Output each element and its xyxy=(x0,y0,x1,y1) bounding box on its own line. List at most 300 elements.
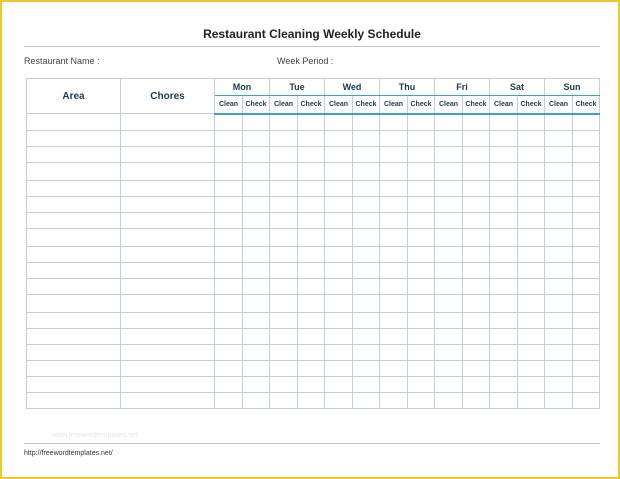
check-cell[interactable] xyxy=(243,114,270,131)
check-cell[interactable] xyxy=(243,344,270,360)
area-cell[interactable] xyxy=(27,228,121,246)
check-cell[interactable] xyxy=(463,180,490,196)
check-cell[interactable] xyxy=(435,328,463,344)
area-cell[interactable] xyxy=(27,130,121,146)
check-cell[interactable] xyxy=(435,180,463,196)
check-cell[interactable] xyxy=(490,228,518,246)
check-cell[interactable] xyxy=(270,278,298,294)
check-cell[interactable] xyxy=(298,278,325,294)
check-cell[interactable] xyxy=(325,114,353,131)
check-cell[interactable] xyxy=(270,114,298,131)
check-cell[interactable] xyxy=(243,146,270,162)
area-cell[interactable] xyxy=(27,180,121,196)
check-cell[interactable] xyxy=(243,278,270,294)
check-cell[interactable] xyxy=(298,360,325,376)
day-header-fri: Fri xyxy=(435,79,490,96)
check-cell[interactable] xyxy=(270,328,298,344)
check-cell[interactable] xyxy=(380,146,408,162)
check-cell[interactable] xyxy=(573,180,600,196)
check-cell[interactable] xyxy=(243,130,270,146)
check-cell[interactable] xyxy=(380,212,408,228)
check-cell[interactable] xyxy=(490,212,518,228)
check-cell[interactable] xyxy=(463,278,490,294)
check-cell[interactable] xyxy=(573,212,600,228)
check-cell[interactable] xyxy=(490,278,518,294)
check-cell[interactable] xyxy=(325,228,353,246)
check-cell[interactable] xyxy=(298,196,325,212)
chores-cell[interactable] xyxy=(121,344,215,360)
check-cell[interactable] xyxy=(518,212,545,228)
area-cell[interactable] xyxy=(27,114,121,131)
check-cell[interactable] xyxy=(518,262,545,278)
footer-url: http://freewordtemplates.net/ xyxy=(24,450,113,457)
check-cell[interactable] xyxy=(573,130,600,146)
check-cell[interactable] xyxy=(298,344,325,360)
check-cell[interactable] xyxy=(353,228,380,246)
check-cell[interactable] xyxy=(518,328,545,344)
check-cell[interactable] xyxy=(463,294,490,312)
check-cell[interactable] xyxy=(353,146,380,162)
check-cell[interactable] xyxy=(298,376,325,392)
area-cell[interactable] xyxy=(27,328,121,344)
chores-cell[interactable] xyxy=(121,312,215,328)
check-cell[interactable] xyxy=(270,196,298,212)
check-cell[interactable] xyxy=(380,162,408,180)
check-cell[interactable] xyxy=(353,392,380,408)
check-cell[interactable] xyxy=(545,196,573,212)
check-cell[interactable] xyxy=(325,262,353,278)
check-cell[interactable] xyxy=(545,246,573,262)
check-cell[interactable] xyxy=(380,246,408,262)
area-cell[interactable] xyxy=(27,278,121,294)
chores-cell[interactable] xyxy=(121,114,215,131)
check-cell[interactable] xyxy=(353,130,380,146)
check-cell[interactable] xyxy=(518,196,545,212)
check-cell[interactable] xyxy=(353,344,380,360)
check-cell[interactable] xyxy=(435,146,463,162)
table-row xyxy=(27,196,600,212)
check-cell[interactable] xyxy=(243,212,270,228)
check-cell[interactable] xyxy=(518,344,545,360)
day-header-thu: Thu xyxy=(380,79,435,96)
check-cell[interactable] xyxy=(270,228,298,246)
check-cell[interactable] xyxy=(353,262,380,278)
check-cell[interactable] xyxy=(408,328,435,344)
check-cell[interactable] xyxy=(545,360,573,376)
check-cell[interactable] xyxy=(298,228,325,246)
chores-cell[interactable] xyxy=(121,294,215,312)
check-cell[interactable] xyxy=(408,130,435,146)
check-cell[interactable] xyxy=(490,392,518,408)
chores-cell[interactable] xyxy=(121,180,215,196)
check-cell[interactable] xyxy=(270,146,298,162)
check-cell[interactable] xyxy=(490,360,518,376)
check-cell[interactable] xyxy=(573,294,600,312)
check-cell[interactable] xyxy=(380,228,408,246)
check-cell[interactable] xyxy=(435,162,463,180)
check-cell[interactable] xyxy=(380,130,408,146)
check-cell[interactable] xyxy=(408,246,435,262)
check-cell[interactable] xyxy=(518,180,545,196)
check-cell[interactable] xyxy=(545,344,573,360)
chores-cell[interactable] xyxy=(121,146,215,162)
check-cell[interactable] xyxy=(380,344,408,360)
area-cell[interactable] xyxy=(27,262,121,278)
check-cell[interactable] xyxy=(545,228,573,246)
check-cell[interactable] xyxy=(380,180,408,196)
area-cell[interactable] xyxy=(27,294,121,312)
check-cell[interactable] xyxy=(243,162,270,180)
chores-cell[interactable] xyxy=(121,196,215,212)
check-cell[interactable] xyxy=(325,312,353,328)
check-cell[interactable] xyxy=(545,376,573,392)
check-cell[interactable] xyxy=(573,114,600,131)
check-cell[interactable] xyxy=(518,228,545,246)
check-cell[interactable] xyxy=(353,162,380,180)
area-cell[interactable] xyxy=(27,212,121,228)
check-cell[interactable] xyxy=(298,312,325,328)
check-cell[interactable] xyxy=(215,262,243,278)
check-cell[interactable] xyxy=(573,344,600,360)
chores-cell[interactable] xyxy=(121,278,215,294)
chores-cell[interactable] xyxy=(121,392,215,408)
check-cell[interactable] xyxy=(435,212,463,228)
check-cell[interactable] xyxy=(270,360,298,376)
check-cell[interactable] xyxy=(325,360,353,376)
check-cell[interactable] xyxy=(243,196,270,212)
check-cell[interactable] xyxy=(270,246,298,262)
check-cell[interactable] xyxy=(573,246,600,262)
check-cell[interactable] xyxy=(408,146,435,162)
check-cell[interactable] xyxy=(270,130,298,146)
check-cell[interactable] xyxy=(463,162,490,180)
check-cell[interactable] xyxy=(215,360,243,376)
check-cell[interactable] xyxy=(325,294,353,312)
chores-cell[interactable] xyxy=(121,376,215,392)
check-cell[interactable] xyxy=(408,376,435,392)
check-cell[interactable] xyxy=(215,162,243,180)
check-cell[interactable] xyxy=(325,130,353,146)
check-cell[interactable] xyxy=(408,196,435,212)
check-cell[interactable] xyxy=(298,114,325,131)
check-cell[interactable] xyxy=(298,130,325,146)
check-cell[interactable] xyxy=(380,278,408,294)
check-cell[interactable] xyxy=(545,262,573,278)
check-cell[interactable] xyxy=(298,262,325,278)
check-cell[interactable] xyxy=(463,344,490,360)
check-cell[interactable] xyxy=(435,312,463,328)
check-cell[interactable] xyxy=(353,360,380,376)
check-cell[interactable] xyxy=(518,246,545,262)
check-cell[interactable] xyxy=(463,196,490,212)
check-cell[interactable] xyxy=(325,246,353,262)
check-cell[interactable] xyxy=(270,344,298,360)
check-cell[interactable] xyxy=(518,312,545,328)
check-cell[interactable] xyxy=(325,376,353,392)
check-cell[interactable] xyxy=(270,312,298,328)
check-cell[interactable] xyxy=(463,312,490,328)
check-cell[interactable] xyxy=(435,196,463,212)
check-cell[interactable] xyxy=(380,360,408,376)
check-cell[interactable] xyxy=(243,360,270,376)
check-cell[interactable] xyxy=(518,278,545,294)
check-cell[interactable] xyxy=(573,278,600,294)
check-cell[interactable] xyxy=(325,180,353,196)
check-cell[interactable] xyxy=(215,278,243,294)
check-cell[interactable] xyxy=(215,392,243,408)
check-cell[interactable] xyxy=(490,376,518,392)
table-row xyxy=(27,130,600,146)
check-cell[interactable] xyxy=(518,376,545,392)
check-cell[interactable] xyxy=(490,262,518,278)
check-cell[interactable] xyxy=(298,246,325,262)
clean-subheader: Clean xyxy=(380,96,408,114)
check-cell[interactable] xyxy=(435,278,463,294)
check-cell[interactable] xyxy=(545,294,573,312)
clean-subheader: Clean xyxy=(270,96,298,114)
chores-cell[interactable] xyxy=(121,246,215,262)
check-cell[interactable] xyxy=(435,392,463,408)
check-cell[interactable] xyxy=(408,278,435,294)
check-cell[interactable] xyxy=(215,344,243,360)
check-cell[interactable] xyxy=(573,360,600,376)
check-cell[interactable] xyxy=(463,376,490,392)
check-cell[interactable] xyxy=(215,130,243,146)
check-cell[interactable] xyxy=(298,162,325,180)
check-cell[interactable] xyxy=(545,114,573,131)
check-cell[interactable] xyxy=(298,294,325,312)
check-cell[interactable] xyxy=(270,376,298,392)
check-cell[interactable] xyxy=(518,392,545,408)
check-cell[interactable] xyxy=(353,180,380,196)
check-cell[interactable] xyxy=(408,162,435,180)
check-cell[interactable] xyxy=(545,392,573,408)
check-cell[interactable] xyxy=(490,246,518,262)
area-cell[interactable] xyxy=(27,246,121,262)
check-cell[interactable] xyxy=(380,262,408,278)
check-cell[interactable] xyxy=(215,146,243,162)
chores-cell[interactable] xyxy=(121,162,215,180)
check-cell[interactable] xyxy=(545,180,573,196)
check-cell[interactable] xyxy=(573,162,600,180)
check-cell[interactable] xyxy=(435,376,463,392)
area-cell[interactable] xyxy=(27,344,121,360)
check-cell[interactable] xyxy=(435,130,463,146)
check-cell[interactable] xyxy=(215,114,243,131)
check-cell[interactable] xyxy=(490,294,518,312)
check-cell[interactable] xyxy=(298,146,325,162)
check-cell[interactable] xyxy=(215,196,243,212)
check-cell[interactable] xyxy=(243,180,270,196)
check-cell[interactable] xyxy=(490,180,518,196)
check-cell[interactable] xyxy=(573,228,600,246)
chores-cell[interactable] xyxy=(121,328,215,344)
check-cell[interactable] xyxy=(243,294,270,312)
check-cell[interactable] xyxy=(325,392,353,408)
area-cell[interactable] xyxy=(27,376,121,392)
check-cell[interactable] xyxy=(270,162,298,180)
check-cell[interactable] xyxy=(463,262,490,278)
check-cell[interactable] xyxy=(573,376,600,392)
check-cell[interactable] xyxy=(243,392,270,408)
clean-subheader: Clean xyxy=(435,96,463,114)
check-cell[interactable] xyxy=(353,246,380,262)
check-cell[interactable] xyxy=(408,180,435,196)
check-cell[interactable] xyxy=(463,228,490,246)
check-cell[interactable] xyxy=(353,294,380,312)
schedule-page xyxy=(2,2,618,477)
check-cell[interactable] xyxy=(215,246,243,262)
day-header-sun: Sun xyxy=(545,79,600,96)
check-cell[interactable] xyxy=(518,130,545,146)
check-cell[interactable] xyxy=(518,360,545,376)
check-cell[interactable] xyxy=(573,392,600,408)
check-cell[interactable] xyxy=(545,146,573,162)
check-cell[interactable] xyxy=(408,212,435,228)
check-cell[interactable] xyxy=(490,312,518,328)
check-cell[interactable] xyxy=(545,130,573,146)
check-cell[interactable] xyxy=(573,196,600,212)
check-cell[interactable] xyxy=(243,312,270,328)
check-cell[interactable] xyxy=(325,344,353,360)
check-cell[interactable] xyxy=(463,212,490,228)
check-cell[interactable] xyxy=(408,228,435,246)
check-cell[interactable] xyxy=(353,278,380,294)
check-cell[interactable] xyxy=(380,312,408,328)
check-cell[interactable] xyxy=(353,212,380,228)
check-cell[interactable] xyxy=(490,196,518,212)
check-cell[interactable] xyxy=(353,196,380,212)
check-cell[interactable] xyxy=(408,344,435,360)
chores-cell[interactable] xyxy=(121,262,215,278)
check-cell[interactable] xyxy=(573,328,600,344)
check-cell[interactable] xyxy=(270,212,298,228)
check-cell[interactable] xyxy=(408,360,435,376)
area-cell[interactable] xyxy=(27,146,121,162)
check-cell[interactable] xyxy=(463,328,490,344)
check-cell[interactable] xyxy=(435,246,463,262)
check-cell[interactable] xyxy=(215,228,243,246)
check-cell[interactable] xyxy=(518,162,545,180)
check-cell[interactable] xyxy=(215,376,243,392)
check-cell[interactable] xyxy=(435,114,463,131)
check-cell[interactable] xyxy=(215,180,243,196)
chores-cell[interactable] xyxy=(121,360,215,376)
check-cell[interactable] xyxy=(325,278,353,294)
check-cell[interactable] xyxy=(380,376,408,392)
check-cell[interactable] xyxy=(243,228,270,246)
check-cell[interactable] xyxy=(490,130,518,146)
check-cell[interactable] xyxy=(545,312,573,328)
check-cell[interactable] xyxy=(435,294,463,312)
area-cell[interactable] xyxy=(27,360,121,376)
check-cell[interactable] xyxy=(573,312,600,328)
check-cell[interactable] xyxy=(298,212,325,228)
check-cell[interactable] xyxy=(353,376,380,392)
check-cell[interactable] xyxy=(490,328,518,344)
check-cell[interactable] xyxy=(380,392,408,408)
check-cell[interactable] xyxy=(243,246,270,262)
check-cell[interactable] xyxy=(243,328,270,344)
check-cell[interactable] xyxy=(380,114,408,131)
check-cell[interactable] xyxy=(463,114,490,131)
check-cell[interactable] xyxy=(215,328,243,344)
check-cell[interactable] xyxy=(490,146,518,162)
check-cell[interactable] xyxy=(408,294,435,312)
check-cell[interactable] xyxy=(435,228,463,246)
check-cell[interactable] xyxy=(490,162,518,180)
check-cell[interactable] xyxy=(408,392,435,408)
check-cell[interactable] xyxy=(270,180,298,196)
check-cell[interactable] xyxy=(298,328,325,344)
check-cell[interactable] xyxy=(243,262,270,278)
check-cell[interactable] xyxy=(545,162,573,180)
check-cell[interactable] xyxy=(435,262,463,278)
check-cell[interactable] xyxy=(298,180,325,196)
check-cell[interactable] xyxy=(518,114,545,131)
check-cell[interactable] xyxy=(545,328,573,344)
check-cell[interactable] xyxy=(463,130,490,146)
area-cell[interactable] xyxy=(27,162,121,180)
check-cell[interactable] xyxy=(325,328,353,344)
check-cell[interactable] xyxy=(545,212,573,228)
check-cell[interactable] xyxy=(490,344,518,360)
chores-cell[interactable] xyxy=(121,228,215,246)
check-cell[interactable] xyxy=(380,294,408,312)
check-cell[interactable] xyxy=(463,392,490,408)
check-cell[interactable] xyxy=(270,392,298,408)
check-cell[interactable] xyxy=(243,376,270,392)
check-cell[interactable] xyxy=(463,146,490,162)
check-cell[interactable] xyxy=(408,312,435,328)
check-cell[interactable] xyxy=(270,294,298,312)
check-cell[interactable] xyxy=(463,246,490,262)
check-cell[interactable] xyxy=(325,146,353,162)
check-cell[interactable] xyxy=(270,262,298,278)
check-cell[interactable] xyxy=(215,312,243,328)
check-cell[interactable] xyxy=(380,196,408,212)
check-cell[interactable] xyxy=(490,114,518,131)
check-cell[interactable] xyxy=(380,328,408,344)
check-cell[interactable] xyxy=(298,392,325,408)
check-cell[interactable] xyxy=(463,360,490,376)
area-cell[interactable] xyxy=(27,312,121,328)
check-cell[interactable] xyxy=(353,114,380,131)
check-cell[interactable] xyxy=(325,196,353,212)
clean-subheader: Clean xyxy=(325,96,353,114)
check-cell[interactable] xyxy=(353,312,380,328)
chores-cell[interactable] xyxy=(121,130,215,146)
check-cell[interactable] xyxy=(518,294,545,312)
check-cell[interactable] xyxy=(573,262,600,278)
check-subheader: Check xyxy=(243,96,270,114)
check-cell[interactable] xyxy=(435,360,463,376)
check-cell[interactable] xyxy=(545,278,573,294)
check-cell[interactable] xyxy=(435,344,463,360)
chores-cell[interactable] xyxy=(121,212,215,228)
area-cell[interactable] xyxy=(27,392,121,408)
check-cell[interactable] xyxy=(353,328,380,344)
check-cell[interactable] xyxy=(408,262,435,278)
check-cell[interactable] xyxy=(325,162,353,180)
area-cell[interactable] xyxy=(27,196,121,212)
check-cell[interactable] xyxy=(325,212,353,228)
check-cell[interactable] xyxy=(408,114,435,131)
check-cell[interactable] xyxy=(573,146,600,162)
check-cell[interactable] xyxy=(518,146,545,162)
check-cell[interactable] xyxy=(215,212,243,228)
check-cell[interactable] xyxy=(215,294,243,312)
